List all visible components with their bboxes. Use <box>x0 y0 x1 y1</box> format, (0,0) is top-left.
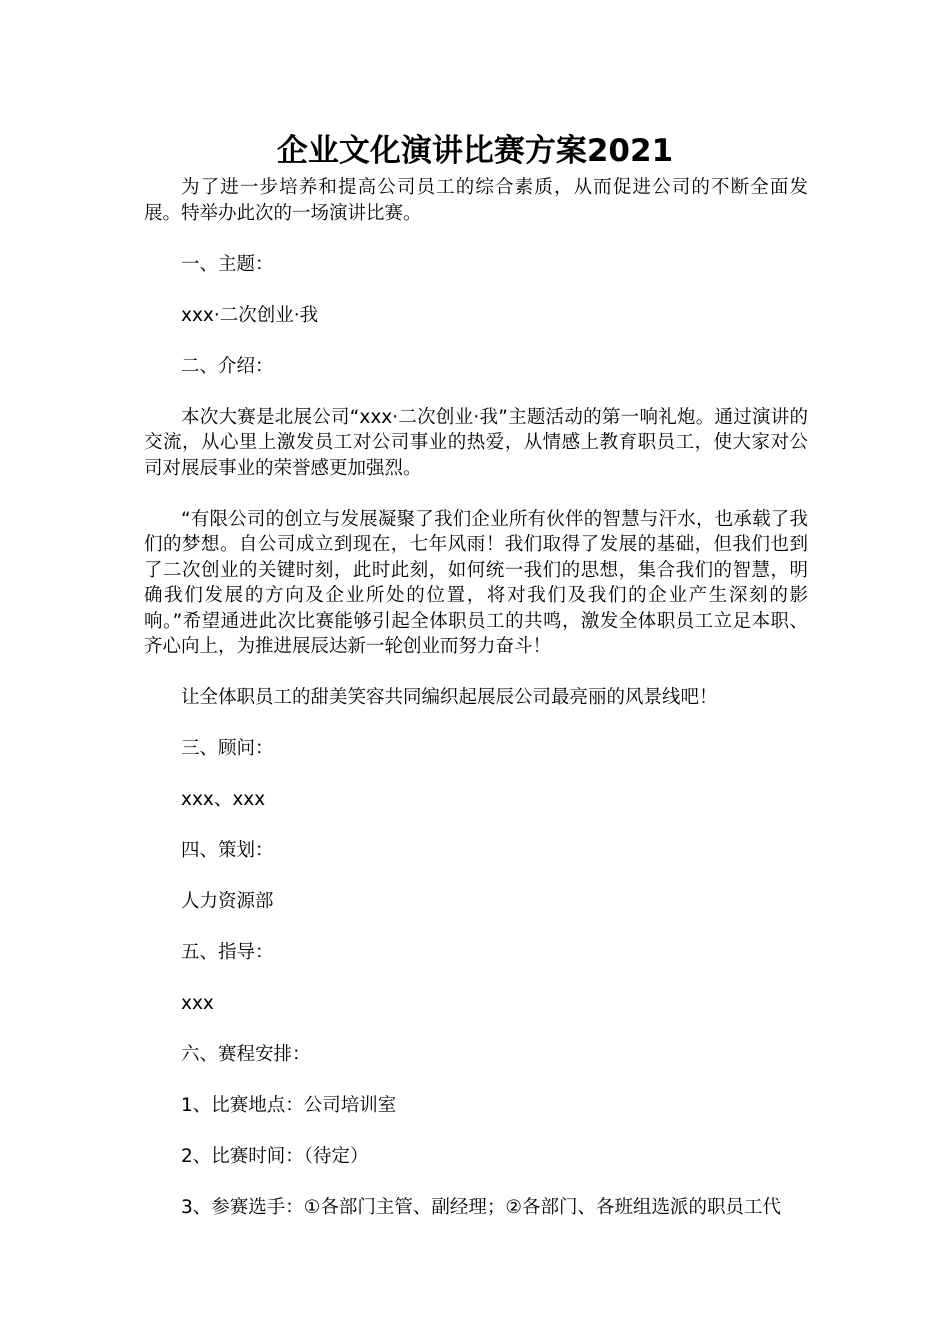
section-heading-schedule: 六、赛程安排： <box>181 1044 311 1065</box>
schedule-item-time: 2、比赛时间：（待定） <box>181 1146 369 1167</box>
introduction-paragraph: 本次大赛是北展公司“xxx·二次创业·我”主题活动的第一响礼炮。通过演讲的交流，从心里上激发员工对公司事业的热爱，从情感上教育职员工，使大家对公司对展辰事业的荣誉感更加强烈。 <box>144 406 808 479</box>
document-title: 企业文化演讲比赛方案2021 <box>276 133 674 169</box>
advisor-text: xxx、xxx <box>181 789 266 810</box>
section-heading-advisor: 三、顾问： <box>181 738 274 759</box>
closing-paragraph: 让全体职员工的甜美笑容共同编织起展辰公司最亮丽的风景线吧！ <box>181 687 718 708</box>
document-body <box>144 175 808 1221</box>
planning-text: 人力资源部 <box>181 891 274 912</box>
section-heading-theme: 一、主题： <box>181 253 274 275</box>
section-heading-introduction: 二、介绍： <box>181 355 274 377</box>
section-heading-planning: 四、策划： <box>181 840 274 861</box>
theme-text: xxx·二次创业·我 <box>181 304 319 326</box>
schedule-item-contestants: 3、参赛选手：①各部门主管、副经理；②各部门、各班组选派的职员工代 <box>181 1197 781 1218</box>
schedule-item-location: 1、比赛地点：公司培训室 <box>181 1095 397 1116</box>
section-heading-guidance: 五、指导： <box>181 942 274 963</box>
guidance-text: xxx <box>181 993 214 1014</box>
intro-paragraph: 为了进一步培养和提高公司员工的综合素质，从而促进公司的不断全面发展。特举办此次的一场演讲比赛。 <box>144 177 808 224</box>
quote-paragraph: “有限公司的创立与发展凝聚了我们企业所有伙伴的智慧与汗水，也承载了我们的梦想。自公司成立到现在，七年风雨！我们取得了发展的基础，但我们也到了二次创业的关键时刻，此时此刻，如何统一我们的思想，集合我们的智慧，明确我们发展的方向及企业所处的位置，将对我们及我们的企业产生深刻的影响。”希望通进此次比赛能够引起全体职员工的共鸣，激发全体职员工立足本职、齐心向上，为推进展辰达新一轮创业而努力奋斗！ <box>144 508 808 657</box>
